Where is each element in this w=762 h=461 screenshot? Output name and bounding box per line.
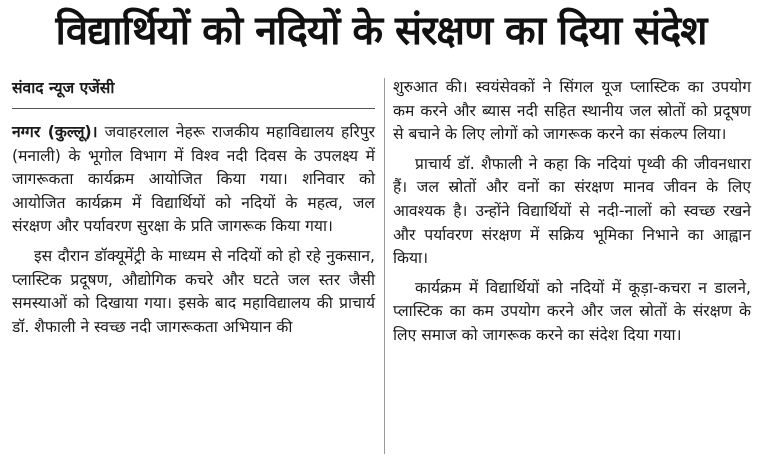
article-paragraph-2: इस दौरान डॉक्यूमेंट्री के माध्यम से नदियों को हो रहे नुकसान, प्लास्टिक प्रदूषण, औद्योगिक कचरे और घटते जल स्तर जैसी समस्याओं को दिखाया गया। इसके बाद महाविद्यालय की प्राचार्य डॉ. शैफाली ने स्वच्छ नदी जागरूकता अभियान की	[12, 246, 375, 336]
article-paragraph-1	[12, 121, 375, 239]
article-paragraph-4: प्राचार्य डॉ. शैफाली ने कहा कि नदियां पृथ्वी की जीवनधारा हैं। जल स्रोतों और वनों का संरक्षण मानव जीवन के लिए आवश्यक है। उन्होंने विद्यार्थियों से नदी-नालों को स्वच्छ रखने और पर्यावरण संरक्षण में सक्रिय भूमिका निभाने का आह्वान किया।	[393, 154, 751, 268]
article-paragraph-3: शुरुआत की। स्वयंसेवकों ने सिंगल यूज प्लास्टिक का उपयोग कम करने और ब्यास नदी सहित स्थानीय जल स्रोतों को प्रदूषण से बचाने के लिए लोगों को जागरूक करने का संकल्प लिया।	[393, 78, 751, 144]
column-divider	[384, 78, 385, 454]
byline-divider	[12, 108, 375, 109]
article-paragraph-5: कार्यक्रम में विद्यार्थियों को नदियों में कूड़ा-कचरा न डालने, प्लास्टिक का कम उपयोग करने और जल स्रोतों के संरक्षण के लिए समाज को जागरूक करने का संदेश दिया गया।	[393, 278, 751, 344]
left-column	[12, 76, 375, 339]
right-column	[393, 76, 751, 348]
headline: विद्यार्थियों को नदियों के संरक्षण का दिया संदेश	[55, 8, 707, 54]
byline: संवाद न्यूज एजेंसी	[12, 79, 115, 97]
paragraph-1-text: जवाहरलाल नेहरू राजकीय महाविद्यालय हरिपुर (मनाली) के भूगोल विभाग में विश्व नदी दिवस के उपलक्ष्य में जागरूकता कार्यक्रम आयोजित किया गया। शनिवार को आयोजित कार्यक्रम में विद्यार्थियों को नदियों के महत्व, जल संरक्षण और पर्यावरण सुरक्षा के प्रति जागरूक किया गया।	[12, 123, 375, 236]
dateline: नग्गर (कुल्लू)।	[12, 123, 98, 141]
